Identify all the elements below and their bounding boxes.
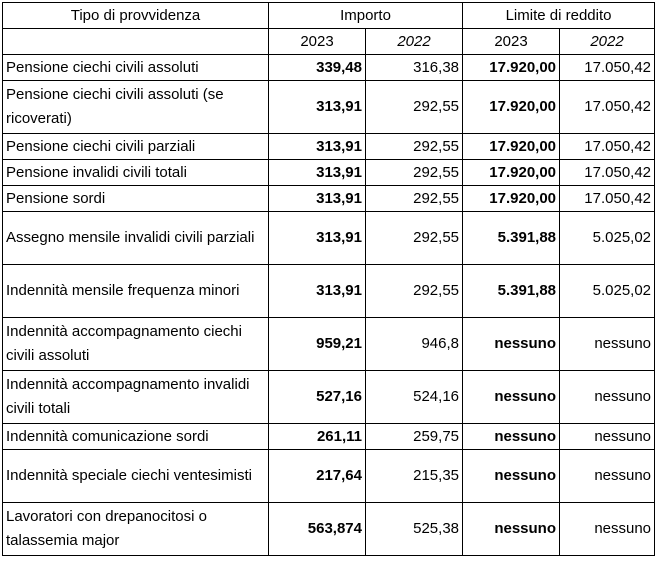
cell-tipo: Indennità accompagnamento ciechi civili assoluti [3,318,269,371]
table-body [3,55,655,556]
cell-limite-2022: 5.025,02 [560,265,655,318]
table-row [3,450,655,503]
cell-importo-2023: 527,16 [269,371,366,424]
cell-importo-2023: 563,874 [269,503,366,556]
cell-limite-2023: nessuno [463,371,560,424]
cell-importo-2023: 313,91 [269,134,366,160]
cell-limite-2023: nessuno [463,424,560,450]
cell-importo-2022: 946,8 [366,318,463,371]
table-row [3,371,655,424]
cell-tipo: Indennità mensile frequenza minori [3,265,269,318]
cell-importo-2023: 313,91 [269,160,366,186]
table-row [3,55,655,81]
cell-tipo: Pensione sordi [3,186,269,212]
cell-limite-2022: nessuno [560,503,655,556]
cell-importo-2023: 959,21 [269,318,366,371]
cell-limite-2023: 5.391,88 [463,265,560,318]
cell-importo-2022: 292,55 [366,212,463,265]
header-importo: Importo [269,3,463,29]
cell-importo-2023: 217,64 [269,450,366,503]
cell-importo-2022: 292,55 [366,186,463,212]
cell-limite-2023: 5.391,88 [463,212,560,265]
table-row [3,81,655,134]
table-row [3,186,655,212]
table-row [3,318,655,371]
table-header [3,3,655,55]
cell-importo-2022: 525,38 [366,503,463,556]
header-limite-year-b: 2022 [560,29,655,55]
cell-tipo: Pensione invalidi civili totali [3,160,269,186]
provvidenze-table [2,2,655,556]
table-row [3,160,655,186]
header-importo-year-b: 2022 [366,29,463,55]
cell-importo-2023: 313,91 [269,265,366,318]
cell-limite-2022: 17.050,42 [560,55,655,81]
cell-tipo: Lavoratori con drepanocitosi o talassemia major [3,503,269,556]
table-row [3,134,655,160]
cell-importo-2022: 292,55 [366,81,463,134]
cell-importo-2023: 313,91 [269,186,366,212]
cell-tipo: Indennità speciale ciechi ventesimisti [3,450,269,503]
cell-importo-2023: 313,91 [269,81,366,134]
cell-tipo: Pensione ciechi civili assoluti [3,55,269,81]
cell-importo-2022: 292,55 [366,134,463,160]
cell-tipo: Assegno mensile invalidi civili parziali [3,212,269,265]
cell-tipo: Indennità comunicazione sordi [3,424,269,450]
cell-limite-2023: 17.920,00 [463,55,560,81]
table-row [3,265,655,318]
cell-importo-2023: 261,11 [269,424,366,450]
header-tipo: Tipo di provvidenza [3,3,269,29]
cell-limite-2023: 17.920,00 [463,81,560,134]
cell-importo-2022: 316,38 [366,55,463,81]
cell-tipo: Pensione ciechi civili assoluti (se ricoverati) [3,81,269,134]
cell-importo-2022: 292,55 [366,265,463,318]
cell-limite-2023: 17.920,00 [463,186,560,212]
cell-limite-2022: 17.050,42 [560,186,655,212]
header-importo-year-a: 2023 [269,29,366,55]
cell-importo-2023: 339,48 [269,55,366,81]
cell-importo-2022: 524,16 [366,371,463,424]
cell-importo-2023: 313,91 [269,212,366,265]
cell-limite-2022: nessuno [560,371,655,424]
cell-tipo: Indennità accompagnamento invalidi civili totali [3,371,269,424]
table-row [3,212,655,265]
cell-limite-2022: nessuno [560,450,655,503]
cell-limite-2023: 17.920,00 [463,134,560,160]
cell-limite-2023: nessuno [463,503,560,556]
header-limite-year-a: 2023 [463,29,560,55]
cell-limite-2022: nessuno [560,424,655,450]
cell-importo-2022: 292,55 [366,160,463,186]
table-row [3,503,655,556]
cell-limite-2023: 17.920,00 [463,160,560,186]
header-limite: Limite di reddito [463,3,655,29]
cell-limite-2022: 17.050,42 [560,81,655,134]
cell-limite-2022: nessuno [560,318,655,371]
table-row [3,424,655,450]
cell-limite-2023: nessuno [463,450,560,503]
cell-tipo: Pensione ciechi civili parziali [3,134,269,160]
cell-limite-2022: 17.050,42 [560,160,655,186]
cell-limite-2022: 5.025,02 [560,212,655,265]
cell-importo-2022: 215,35 [366,450,463,503]
cell-limite-2022: 17.050,42 [560,134,655,160]
cell-importo-2022: 259,75 [366,424,463,450]
cell-limite-2023: nessuno [463,318,560,371]
header-empty-cell [3,29,269,55]
